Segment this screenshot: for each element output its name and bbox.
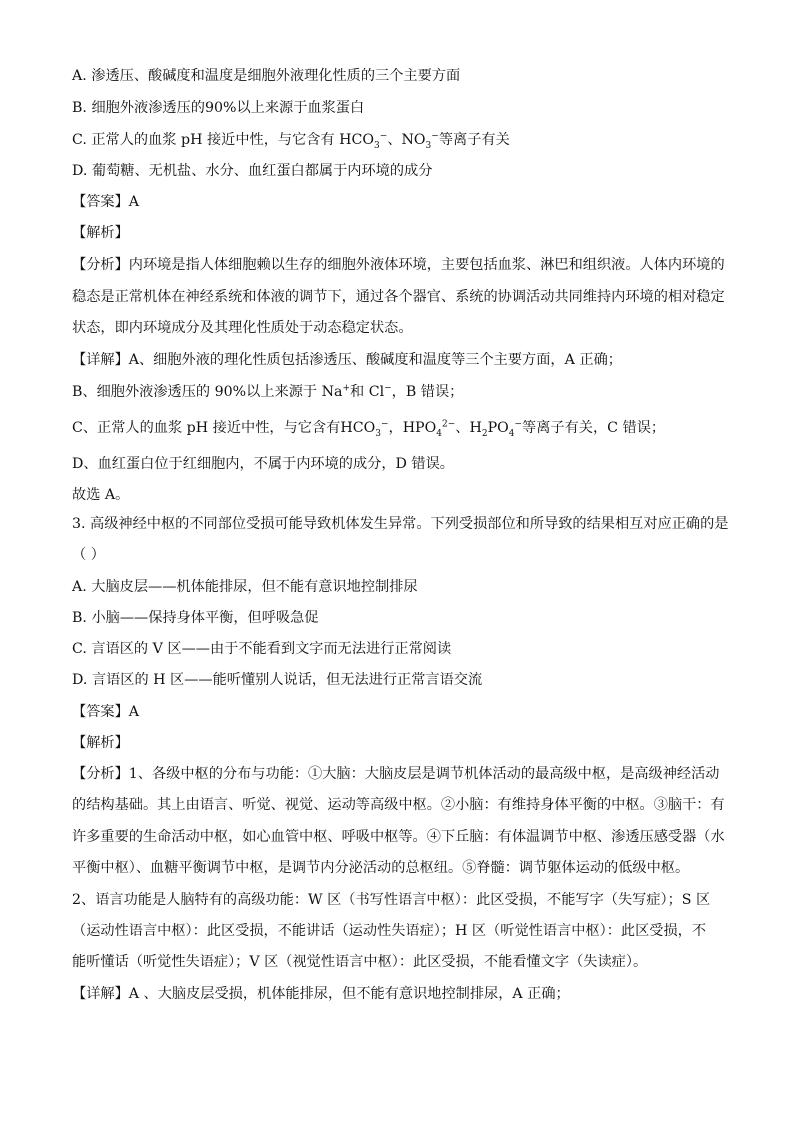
- hco3-ion: HCO: [340, 420, 376, 436]
- q2-detail-b-text: B、细胞外液渗透压的 90%以上来源于 Na: [72, 384, 343, 400]
- q2-option-b: B. 细胞外液渗透压的90%以上来源于血浆蛋白: [72, 100, 365, 116]
- q3-analysis-line-5: 2、语言功能是人脑特有的高级功能：W 区（书写性语言中枢）：此区受损，不能写字（失写症）；S 区: [72, 892, 711, 908]
- q3-analysis-line-1: 【分析】1、各级中枢的分布与功能：①大脑：大脑皮层是调节机体活动的最高级中枢，是高级神经活动: [72, 766, 720, 782]
- q3-blank: （ ）: [72, 547, 105, 563]
- q2-detail-b-post: ，B 错误；: [391, 384, 464, 400]
- q2-analysis-line-1: 【分析】内环境是指人体细胞赖以生存的细胞外液体环境，主要包括血浆、淋巴和组织液。人体内环境的: [72, 257, 725, 273]
- q2-option-c-mid: 、NO: [387, 132, 426, 148]
- q2-detail-a: 【详解】A、细胞外液的理化性质包括渗透压、酸碱度和温度等三个主要方面，A 正确；: [72, 352, 622, 368]
- q3-option-c: C. 言语区的 V 区——由于不能看到文字而无法进行正常阅读: [72, 641, 452, 657]
- q2-analysis-line-2: 稳态是正常机体在神经系统和体液的调节下，通过各个器官、系统的协调活动共同维持内环境的相对稳定: [72, 289, 725, 305]
- q2-detail-b-mid: 和 Cl: [350, 384, 385, 400]
- ion-sep-1: ，: [388, 420, 403, 436]
- h2po4-sub-po: 4: [508, 428, 515, 439]
- q2-answer: 【答案】A: [72, 194, 139, 210]
- hpo4-sub: 4: [436, 428, 442, 439]
- q3-option-b: B. 小脑——保持身体平衡，但呼吸急促: [72, 610, 319, 626]
- q2-option-c-sup2: −: [431, 131, 439, 142]
- q2-conclusion: 故选 A。: [72, 487, 130, 503]
- q2-detail-b-sup: +: [342, 383, 351, 394]
- q2-option-c-text: C. 正常人的血浆 pH 接近中性，与它含有 HCO: [72, 132, 375, 148]
- hpo4-sup: 2−: [441, 419, 456, 430]
- q3-analysis-line-2: 的结构基础。其上由语言、听觉、视觉、运动等高级中枢。②小脑：有维持身体平衡的中枢。③脑干：有: [72, 797, 725, 813]
- q2-option-c-sub: 3: [374, 140, 380, 151]
- h2po4-ion-po: PO: [487, 420, 509, 436]
- h2po4-sub-h: 2: [481, 428, 488, 439]
- q3-analysis-line-3: 许多重要的生命活动中枢，如心血管中枢、呼吸中枢等。④下丘脑：有体温调节中枢、渗透压感受器（水: [72, 829, 725, 845]
- q2-detail-c-text: C、正常人的血浆 pH 接近中性，与它含有: [72, 420, 341, 436]
- q3-option-d: D. 言语区的 H 区——能听懂别人说话，但无法进行正常言语交流: [72, 672, 483, 688]
- q3-analysis-line-7: 能听懂话（听觉性失语症）；V 区（视觉性语言中枢）：此区受损，不能看懂文字（失读症）。: [72, 954, 648, 970]
- q3-stem: 3. 高级神经中枢的不同部位受损可能导致机体发生异常。下列受损部位和所导致的结果相互对应正确的是: [72, 516, 729, 532]
- q2-detail-b-sup2: −: [384, 383, 392, 394]
- q2-option-c-sub2: 3: [425, 140, 432, 151]
- h2po4-sup: −: [514, 419, 523, 430]
- q3-analysis-line-6: （运动性语言中枢）：此区受损，不能讲话（运动性失语症）；H 区（听觉性语言中枢）：此区受损，不: [72, 923, 707, 939]
- hco3-sub: 3: [375, 428, 381, 439]
- q2-option-a: A. 渗透压、酸碱度和温度是细胞外液理化性质的三个主要方面: [72, 68, 461, 84]
- q3-detail-a: 【详解】A 、大脑皮层受损，机体能排尿，但不能有意识地控制排尿，A 正确；: [72, 986, 570, 1002]
- q3-option-a: A. 大脑皮层——机体能排尿，但不能有意识地控制排尿: [72, 579, 418, 595]
- hco3-sup: −: [380, 419, 389, 430]
- q2-analysis-line-3: 状态，即内环境成分及其理化性质处于动态稳定状态。: [72, 320, 413, 336]
- h2po4-ion-h: H: [469, 420, 482, 436]
- q2-analysis-title: 【解析】: [72, 225, 129, 241]
- ion-sep-2: 、: [455, 420, 470, 436]
- q2-detail-c: [72, 418, 665, 438]
- q3-analysis-line-4: 平衡中枢）、血糖平衡调节中枢，是调节内分泌活动的总枢纽。⑤脊髓：调节躯体运动的低级中枢。: [72, 860, 690, 876]
- q2-detail-d: D、血红蛋白位于红细胞内，不属于内环境的成分，D 错误。: [72, 456, 454, 472]
- hpo4-ion: HPO: [402, 420, 437, 436]
- q2-option-c-sup: −: [379, 131, 388, 142]
- q2-detail-b: [72, 382, 463, 402]
- q2-option-d: D. 葡萄糖、无机盐、水分、血红蛋白都属于内环境的成分: [72, 163, 433, 179]
- q2-detail-c-post: 等离子有关，C 错误；: [522, 420, 666, 436]
- q3-answer: 【答案】A: [72, 704, 139, 720]
- q3-analysis-title: 【解析】: [72, 735, 129, 751]
- q2-option-c-post: 等离子有关: [438, 132, 510, 148]
- q2-option-c: [72, 130, 510, 150]
